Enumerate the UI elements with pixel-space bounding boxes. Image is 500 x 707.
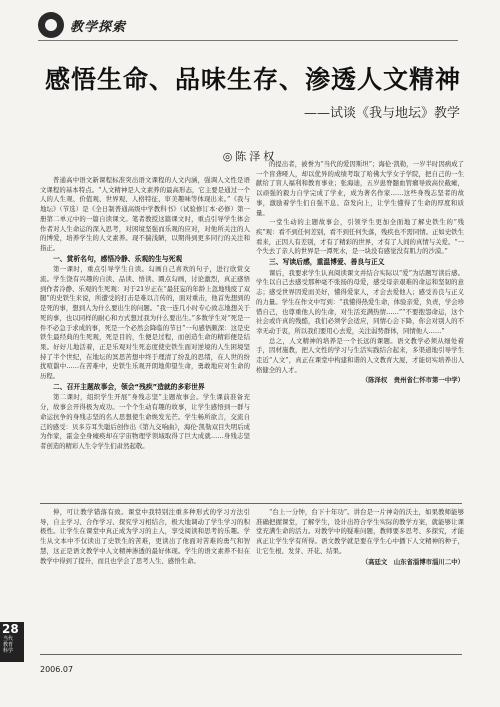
section-label: 教学探索 [70,19,127,35]
right-column [256,160,464,500]
paragraph: 伸，可让教学错落有致。课堂中我特别注重多种形式的学习方法引导，自主学习、合作学习、探究学习相结合，极大地调动了学生学习的积极性。让学生在课堂中真正成为学习的主人，享受阅读和思考的乐趣。学生从文本中不仅读出了史铁生的苦难，更读出了他面对苦难的勇气和智慧，这正是语文教学中人文精神渗透的最好体现。学生的语文素养不但在教学中得到了提升，而且也学会了思考人生、感悟生命。 [40,508,250,565]
page-number: 28 [2,622,19,636]
paragraph: 一堂生动的主题故事会，引领学生更加全面地了解史铁生的“残疾”观：看不到任何差别，看不到任何失落，残疾也不需同情。正如史铁生看来，正因人有差别，才有了精彩的世界，才有了人间的真情与关爱。“一个失去了亲人的世界是一潭死水，是一块没有感觉没有肌力的沙漠。” [256,218,464,256]
paragraph: 的提出者，被誉为“当代的爱因斯坦”；海伦·凯勒，一岁半时因病成了一个盲聋哑人，却以优异的成绩考取了哈佛大学女子学院，把自己的一生献给了盲人福利和教育事业；张海迪，五岁患脊髓血管瘤导致高位截瘫，以顽强的毅力自学完成了学业，成为著名作家……这些身残志坚者的故事，激励着学生们自强不息、奋发向上，让学生懂得了生命的厚度和质量。 [256,160,464,217]
paragraph: “台上一分钟，台下十年功”。讲台是一片神奇的沃土，如果教师能够准确把握课堂，了解学生，设计出符合学生实际的教学方案，就能够让课堂充满生命的活力。对教学中的疑难问题，教师要多思考、多探究，才能真正让学生学有所得。语文教学就是要在学生心中播下人文精神的种子，让它生根、发芽、开花、结果。 [256,508,464,555]
author-signature: （陈泽权 贵州省仁怀市第一中学） [361,376,464,385]
section-header [38,12,126,38]
author-signature: （高廷文 山东省淄博市淄川二中） [361,557,464,566]
section-heading: 二、召开主题故事会，领会“残疾”造就的多彩世界 [53,382,205,391]
left-column [40,176,250,500]
paragraph: 总之，人文精神的培养是一个长远的课题。语文教学必须从细处着手，因材施教，把人文性的学习与生活实践结合起来，多渠道地引导学生走近“人文”，真正在课堂中构建和谐的人文教育大厦，才能切实培养出人格健全的人才。 [256,336,464,374]
paragraph: 第一课时，重点引导学生自读。勾画自己喜欢的句子，进行欣赏交流。学生饶有兴趣的自读、品读、悟读、圈点勾画，讨论激烈，真正感悟到作者冷静、乐观的生死观：对于21岁正在“最狂妄的年龄上忽地残废了双腿”的史铁生来说，所遭受的打击是难以言传的，面对重击，他首先想到的是死的事，想到人为什么要出生的问题。“我一连几小时专心致志地想关于死的事，也以同样的耐心和方式想过我为什么要出生。”多数学生对“死是一件不必急于求成的事，死是一个必然会降临的节日”一句感悟颇深：这是史铁生最经典的生死观，死是目的，生便是过程，而创造生命的精彩便是结果。好好儿地活着，正是乐观对生死态度使史铁生面对逆境的人生困境坚持了半个世纪，在地坛的冥思苦想中终于理清了纷乱的思绪，在人世的纷扰喧嚣中……在苦难中，史铁生乐观开朗地仰望生命，勇敢地应对生命的历程。 [40,265,250,381]
section-heading: 一、赏析名句，感悟冷静、乐观的生与死观 [53,254,183,263]
bottom-left-column [40,508,250,638]
article-subtitle: ——试谈《我与地坛》教学 [303,106,460,121]
page-tab [0,622,24,662]
paragraph: 第二课时，组织学生开展“身残志坚”主题故事会。学生课前准备充分，故事会开得极为成功。一个个生动有趣的故事，让学生感悟到一群与命运抗争的身残志坚的名人思想使生命焕发光芒。学生畅所欲言，交流自己的感受：贝多芬耳失聪后创作出《第九交响曲》，海伦·凯勒双目失明后成为作家，霍金全身瘫痪却在宇宙物理学领域取得了巨大成就……身残志坚者创造的精彩人生令学生们肃然起敬。 [40,393,250,450]
section-badge-icon [38,12,64,38]
article-title: 感悟生命、品味生存、渗透人文精神 [44,65,461,94]
side-tag: 当代教育科学 [3,636,14,654]
footer-rule [40,654,462,655]
paragraph: 课后，我要求学生认真阅读课文并结合实际以“爱”为话题写读后感。学生以自己去感受那种毫不张扬的母爱，感受母亲艰难的命运和坚韧的意志；感受世界因爱而美好，懂得爱家人，才会去爱他人；感受善良与正义的力量。学生在作文中写到：“我懂得热爱生命，体验亲爱，负责，学会珍惜自己，也尊重他人的生命，对生活充满热情……”“不要抱怨命运，这个社会或许真的残酷，我们必须学会适应，同情心会下降，你会对别人的不幸无动于衷，所以我们要用心去爱，关注弱势群体，同情他人……” [256,268,464,335]
section-heading: 三、写读后感，重温博爱、善良与正义 [269,258,385,267]
paragraph: 普通高中语文新课程标准突出语文课程的人文内涵，强调人文性是语文课程的基本特点。“人文精神是人文素养的最高形态，它主要是通过一个人的人生观、价值观、世界观、人格特征、审美趣味等体现出来。”《我与地坛》（节选）是《全日制普通高级中学教科书》（试验修订本·必修）第一册第二单元中的一篇自读课文。笔者教授这篇课文时，重点引导学生体会作者对人生命运的深入思考，对困境坚强而乐观的应对，对他所关注的人的博爱，培养学生的人文素养。现不揣浅陋，以期得到更多同行的关注和指正。 [40,176,250,252]
article-author: ◎陈泽权 [222,150,278,163]
issue-date: 2006.07 [40,665,74,674]
article-divider [40,503,462,504]
header-rule [38,40,458,41]
bottom-right-column [256,508,464,638]
